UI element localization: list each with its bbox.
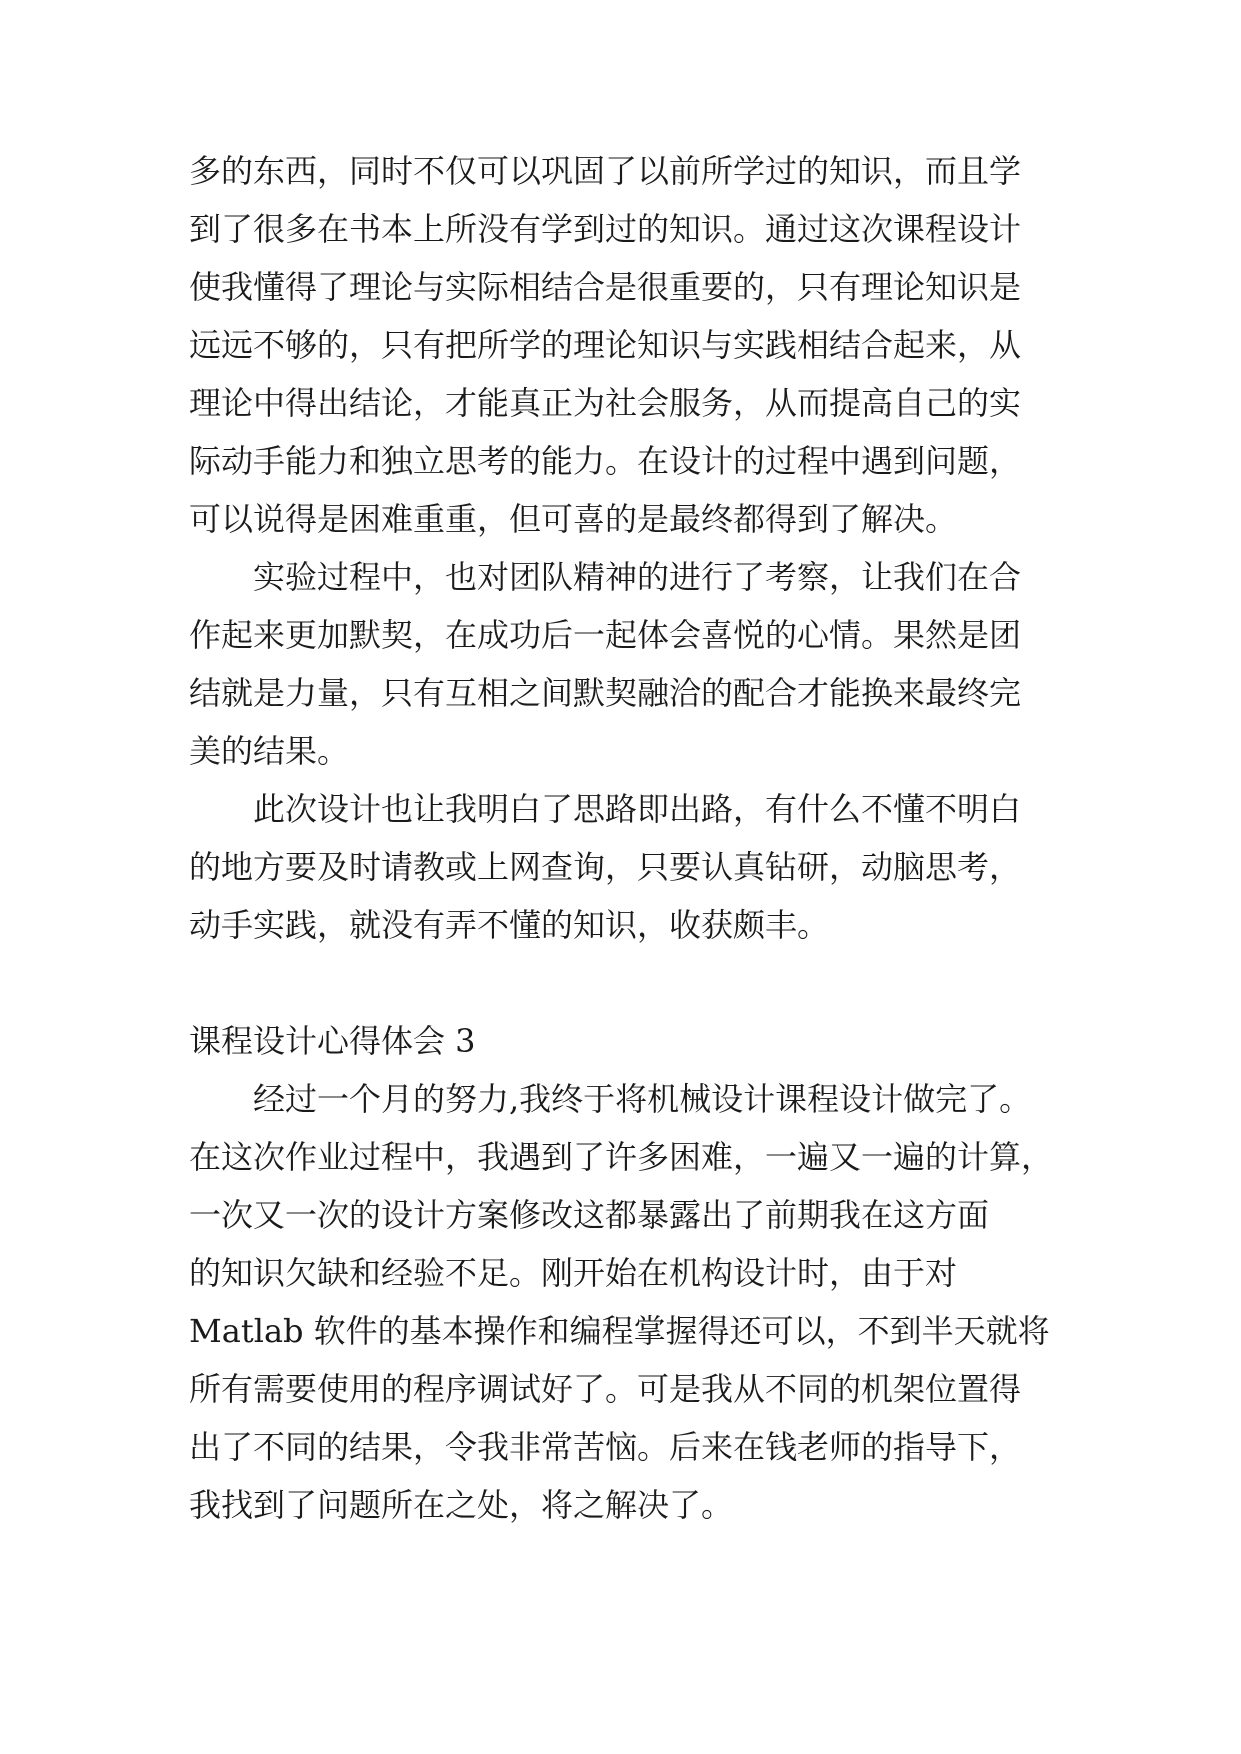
paragraph-line: 远远不够的，只有把所学的理论知识与实践相结合起来，从 — [189, 326, 1022, 364]
paragraph-line: 理论中得出结论，才能真正为社会服务，从而提高自己的实 — [189, 384, 1022, 422]
paragraph-line: 结就是力量，只有互相之间默契融洽的配合才能换来最终完 — [189, 674, 1022, 712]
paragraph-line: 经过一个月的努力,我终于将机械设计课程设计做完了。 — [253, 1080, 1032, 1118]
paragraph-line: 的知识欠缺和经验不足。刚开始在机构设计时，由于对 — [189, 1254, 958, 1292]
paragraph-line: 动手实践，就没有弄不懂的知识，收获颇丰。 — [189, 906, 830, 944]
paragraph-line: 一次又一次的设计方案修改这都暴露出了前期我在这方面 — [189, 1196, 990, 1234]
paragraph-line: 可以说得是困难重重，但可喜的是最终都得到了解决。 — [189, 500, 958, 538]
paragraph-line: 实验过程中，也对团队精神的进行了考察，让我们在合 — [253, 558, 1022, 596]
paragraph-line: Matlab 软件的基本操作和编程掌握得还可以，不到半天就将 — [189, 1312, 1050, 1350]
paragraph-line: 多的东西，同时不仅可以巩固了以前所学过的知识，而且学 — [189, 152, 1022, 190]
paragraph-line: 我找到了问题所在之处，将之解决了。 — [189, 1486, 734, 1524]
paragraph-line: 到了很多在书本上所没有学到过的知识。通过这次课程设计 — [189, 210, 1022, 248]
paragraph-line: 使我懂得了理论与实际相结合是很重要的，只有理论知识是 — [189, 268, 1022, 306]
paragraph-line: 所有需要使用的程序调试好了。可是我从不同的机架位置得 — [189, 1370, 1022, 1408]
paragraph-line: 际动手能力和独立思考的能力。在设计的过程中遇到问题， — [189, 442, 1022, 480]
paragraph-line: 出了不同的结果，令我非常苦恼。后来在钱老师的指导下， — [189, 1428, 1022, 1466]
section-heading: 课程设计心得体会 3 — [189, 1022, 476, 1060]
paragraph-line: 美的结果。 — [189, 732, 350, 770]
paragraph-line: 此次设计也让我明白了思路即出路，有什么不懂不明白 — [253, 790, 1022, 828]
paragraph-line: 的地方要及时请教或上网查询，只要认真钻研，动脑思考， — [189, 848, 1022, 886]
paragraph-line: 在这次作业过程中，我遇到了许多困难，一遍又一遍的计算， — [189, 1138, 1054, 1176]
paragraph-line: 作起来更加默契，在成功后一起体会喜悦的心情。果然是团 — [189, 616, 1022, 654]
